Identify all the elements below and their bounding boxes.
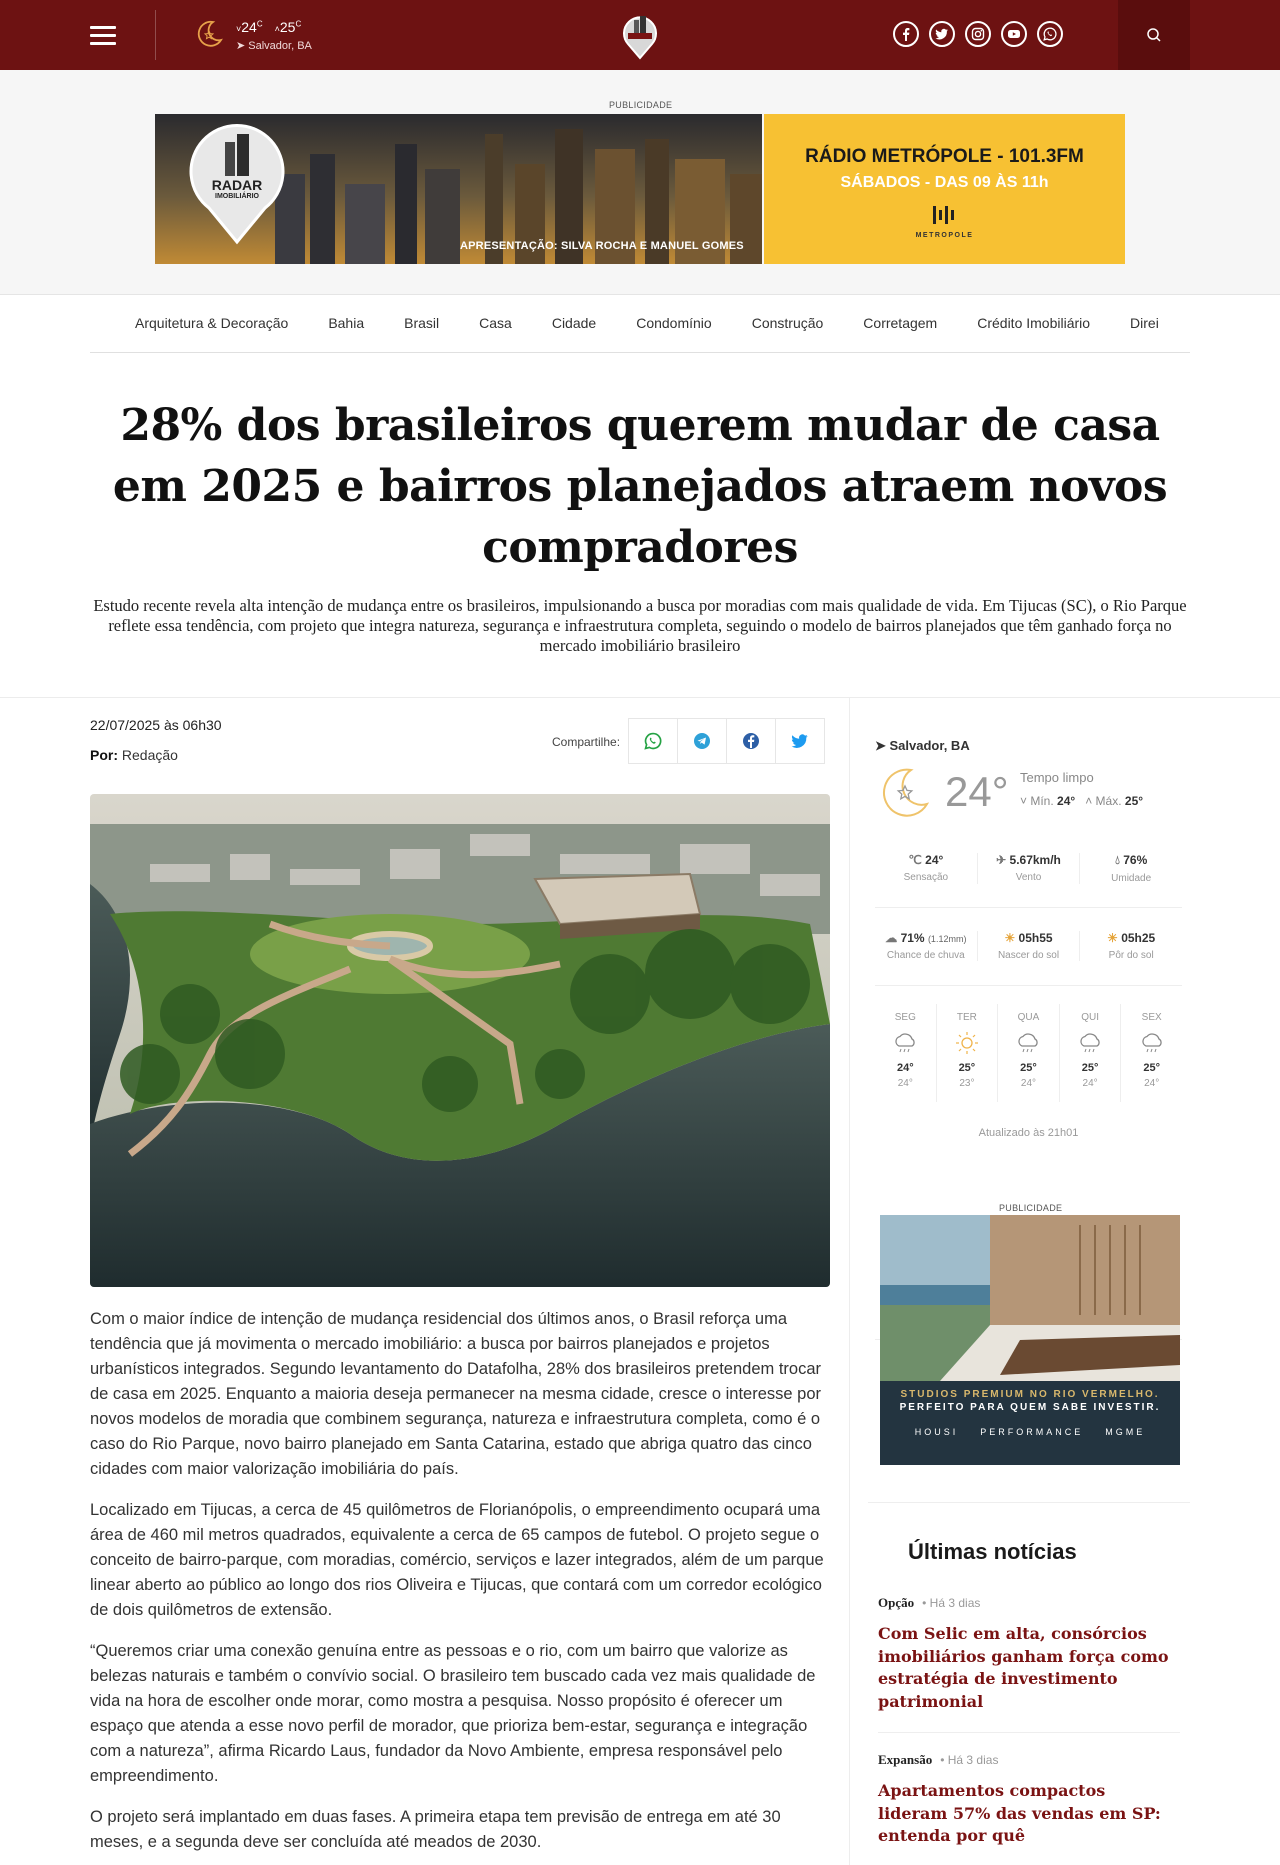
article-author: Por: Redação (90, 747, 178, 763)
category-link[interactable]: Bahia (328, 315, 365, 331)
location-arrow-icon: ➤ (875, 738, 890, 753)
whatsapp-icon[interactable] (1037, 21, 1063, 47)
weather-wind: ✈ 5.67km/h Vento (978, 853, 1081, 884)
article-image (90, 794, 830, 1287)
category-link[interactable]: Construção (751, 315, 824, 331)
wind-icon: ✈ (996, 853, 1010, 867)
share-buttons (629, 718, 825, 764)
share-label: Compartilhe: (552, 735, 621, 749)
youtube-icon[interactable] (1001, 21, 1027, 47)
rain-cloud-icon: ☁ (885, 931, 901, 945)
share-facebook-button[interactable] (726, 718, 776, 764)
column-divider (849, 698, 850, 1865)
share-telegram-button[interactable] (677, 718, 727, 764)
clock-icon: • (922, 1596, 930, 1610)
weather-temperature: 24° (945, 768, 1009, 815)
weather-location: ➤ Salvador, BA (875, 738, 970, 753)
twitter-icon (791, 732, 809, 750)
moon-icon (875, 764, 933, 822)
facebook-icon[interactable] (893, 21, 919, 47)
search-button[interactable] (1118, 0, 1190, 70)
news-item[interactable]: Opção • Há 3 dias Com Selic em alta, consórcios imobiliários ganham força como estratégia de investimento patrimonial (878, 1595, 1180, 1713)
weather-rain-chance: ☁ 71% (1.12mm) Chance de chuva (875, 931, 978, 961)
category-link[interactable]: Casa (479, 315, 512, 331)
article-date: 22/07/2025 às 06h30 (90, 717, 222, 733)
radio-info (764, 114, 1125, 264)
whatsapp-icon (644, 732, 662, 750)
forecast-day: QUI 25° 24° (1060, 1004, 1122, 1102)
ad-copy: STUDIOS PREMIUM NO RIO VERMELHO. PERFEITO PARA QUEM SABE INVESTIR. HOUSI PERFORMANCE MGME (880, 1381, 1180, 1465)
category-link[interactable]: Condomínio (636, 315, 712, 331)
forecast-day: QUA 25° 24° (998, 1004, 1060, 1102)
location-arrow-icon: ➤ (236, 40, 249, 52)
radio-schedule: SÁBADOS - DAS 09 ÀS 11h (840, 174, 1049, 191)
header-temperature: $˅24^C˄25^C$ (236, 19, 302, 35)
category-link[interactable]: Corretagem (863, 315, 938, 331)
weather-humidity: 💧︎ 76% Umidade (1111, 853, 1152, 884)
category-link[interactable]: Crédito Imobiliário (977, 315, 1091, 331)
news-title-link[interactable]: Com Selic em alta, consórcios imobiliários ganham força como estratégia de investimento patrimonial (878, 1624, 1169, 1711)
moon-icon (193, 18, 225, 50)
news-title-link[interactable]: Apartamentos compactos lideram 57% das vendas em SP: entenda por quê (878, 1781, 1161, 1845)
article-paragraph: “Queremos criar uma conexão genuína entre as pessoas e o rio, com um bairro que valorize as belezas naturais e também o convívio social. O brasileiro tem buscado cada vez mais qualidade de vida na hora de escolher onde morar, como mostra a pesquisa. Nosso propósito é oferecer um espaço que atenda a esse novo perfil de morador, que prioriza bem-estar, segurança e integração com a natureza”, afirma Ricardo Laus, fundador da Novo Ambiente, empresa responsável pelo empreendimento. (90, 1642, 816, 1785)
menu-icon[interactable] (90, 26, 116, 46)
share-twitter-button[interactable] (775, 718, 825, 764)
sunrise-icon: ☀ (1004, 931, 1019, 945)
article-paragraph: Localizado em Tijucas, a cerca de 45 quilômetros de Florianópolis, o empreendimento ocupará uma área de 460 mil metros quadrados, equivalente a cerca de 65 campos de futebol. O projeto segue o conceito de bairro-parque, com moradias, comércio, serviços e lazer integrados, além de um parque linear aberto ao público ao longo dos rios Oliveira e Tijucas, que contará com um corredor ecológico de dois quilômetros de extensão. (90, 1501, 824, 1619)
facebook-icon (742, 732, 760, 750)
forecast-day: TER 25° 23° (937, 1004, 999, 1102)
ad-band (0, 70, 1280, 295)
weather-forecast (875, 1004, 1182, 1102)
studios-ad[interactable] (880, 1215, 1180, 1465)
ad-label: PUBLICIDADE (609, 100, 673, 110)
site-logo[interactable] (618, 10, 662, 60)
forecast-day: SEG 24° 24° (875, 1004, 937, 1102)
forecast-day: SEX 25° 24° (1121, 1004, 1182, 1102)
article-paragraph: O projeto será implantado em duas fases. A primeira etapa tem previsão de entrega em até 30 meses, e a segunda deve ser concluída até meados de 2030. (90, 1808, 781, 1851)
rain-cloud-icon (1015, 1032, 1041, 1054)
top-header (0, 0, 1280, 70)
weather-min-max: ˅ Mín. 24° ˄ Máx. 25° (1020, 794, 1144, 808)
city-skyline-image (155, 114, 762, 264)
rain-cloud-icon (892, 1032, 918, 1054)
radar-logo-text: RADAR IMOBILIÁRIO (211, 177, 263, 200)
share-whatsapp-button[interactable] (628, 718, 678, 764)
bedroom-graphic (880, 1215, 1180, 1381)
ad-label: PUBLICIDADE (999, 1203, 1063, 1213)
radio-brand: METROPOLE (915, 232, 974, 239)
weather-feels-like: ℃ 24° Sensação (875, 853, 978, 884)
category-nav (90, 296, 1190, 353)
weather-updated: Atualizado às 21h01 (978, 1127, 1079, 1139)
bedroom-image (880, 1215, 1180, 1381)
weather-sunset: ☀ 05h25 Pôr do sol (1107, 931, 1156, 961)
rain-cloud-icon (1077, 1032, 1103, 1054)
category-link[interactable]: Brasil (404, 315, 440, 331)
radio-name: RÁDIO METRÓPOLE - 101.3FM (805, 146, 1084, 167)
sunset-icon: ☀ (1107, 931, 1122, 945)
weather-divider (875, 907, 1182, 908)
category-link[interactable]: Cidade (551, 315, 597, 331)
category-link[interactable]: Arquitetura & Decoração (135, 315, 289, 331)
instagram-icon[interactable] (965, 21, 991, 47)
sun-icon (954, 1030, 980, 1056)
radio-ad-banner[interactable] (155, 114, 1125, 264)
divider (0, 697, 1280, 698)
weather-sunrise: ☀ 05h55 Nascer do sol (978, 931, 1081, 961)
ad-brands: HOUSI PERFORMANCE MGME (914, 1427, 1146, 1437)
social-links (893, 21, 1063, 47)
weather-details-row (875, 853, 1182, 884)
weather-divider (875, 985, 1182, 986)
droplet-icon: 💧︎ (1115, 853, 1124, 867)
latest-news-title: Últimas notícias (908, 1539, 1077, 1564)
article-subtitle: Estudo recente revela alta intenção de mudança entre os brasileiros, impulsionando a busca por moradias com mais qualidade de vida. Em Tijucas (SC), o Rio Parque reflete essa tendência, com projeto que integra natureza, segurança e infraestrutura completa, seguindo o modelo de bairros planejados que têm ganhado força no mercado imobiliário brasileiro (93, 596, 1187, 655)
article-paragraph: Com o maior índice de intenção de mudança residencial dos últimos anos, o Brasil reforça uma tendência que já movimenta o mercado imobiliário: a busca por bairros planejados e projetos urbanísticos integrados. Segundo levantamento do Datafolha, 28% dos brasileiros pretendem trocar de casa em 2025. Enquanto a maioria deseja permanecer na mesma cidade, cresce o interesse por novos modelos de moradia que combinem segurança, natureza e infraestrutura completa, como é o caso do Rio Parque, novo bairro planejado em Santa Catarina, estado que abriga quatro das cinco cidades com maior valorização imobiliária do país. (90, 1310, 822, 1478)
article-title: 28% dos brasileiros querem mudar de casa em 2025 e bairros planejados atraem novos compradores (112, 400, 1168, 573)
rain-cloud-icon (1139, 1032, 1165, 1054)
news-divider (878, 1732, 1180, 1733)
article-body (90, 1307, 830, 1865)
weather-sun-row (875, 931, 1182, 961)
header-location: ➤ Salvador, BA (236, 40, 312, 52)
thermometer-icon: ℃ (908, 853, 926, 867)
clock-icon: • (940, 1753, 948, 1767)
latest-news (868, 1502, 1190, 1845)
category-link[interactable]: Direi (1130, 315, 1159, 331)
header-divider (155, 10, 156, 60)
search-icon (1146, 27, 1162, 43)
telegram-icon (693, 732, 711, 750)
metropole-logo-icon (932, 204, 958, 226)
ad-presenters: APRESENTAÇÃO: SILVA ROCHA E MANUEL GOMES (460, 240, 744, 252)
aerial-park-illustration (90, 794, 830, 1287)
weather-condition: Tempo limpo (1020, 770, 1094, 785)
twitter-icon[interactable] (929, 21, 955, 47)
news-item[interactable]: Expansão • Há 3 dias Apartamentos compactos lideram 57% das vendas em SP: entenda por quê (878, 1752, 1180, 1848)
